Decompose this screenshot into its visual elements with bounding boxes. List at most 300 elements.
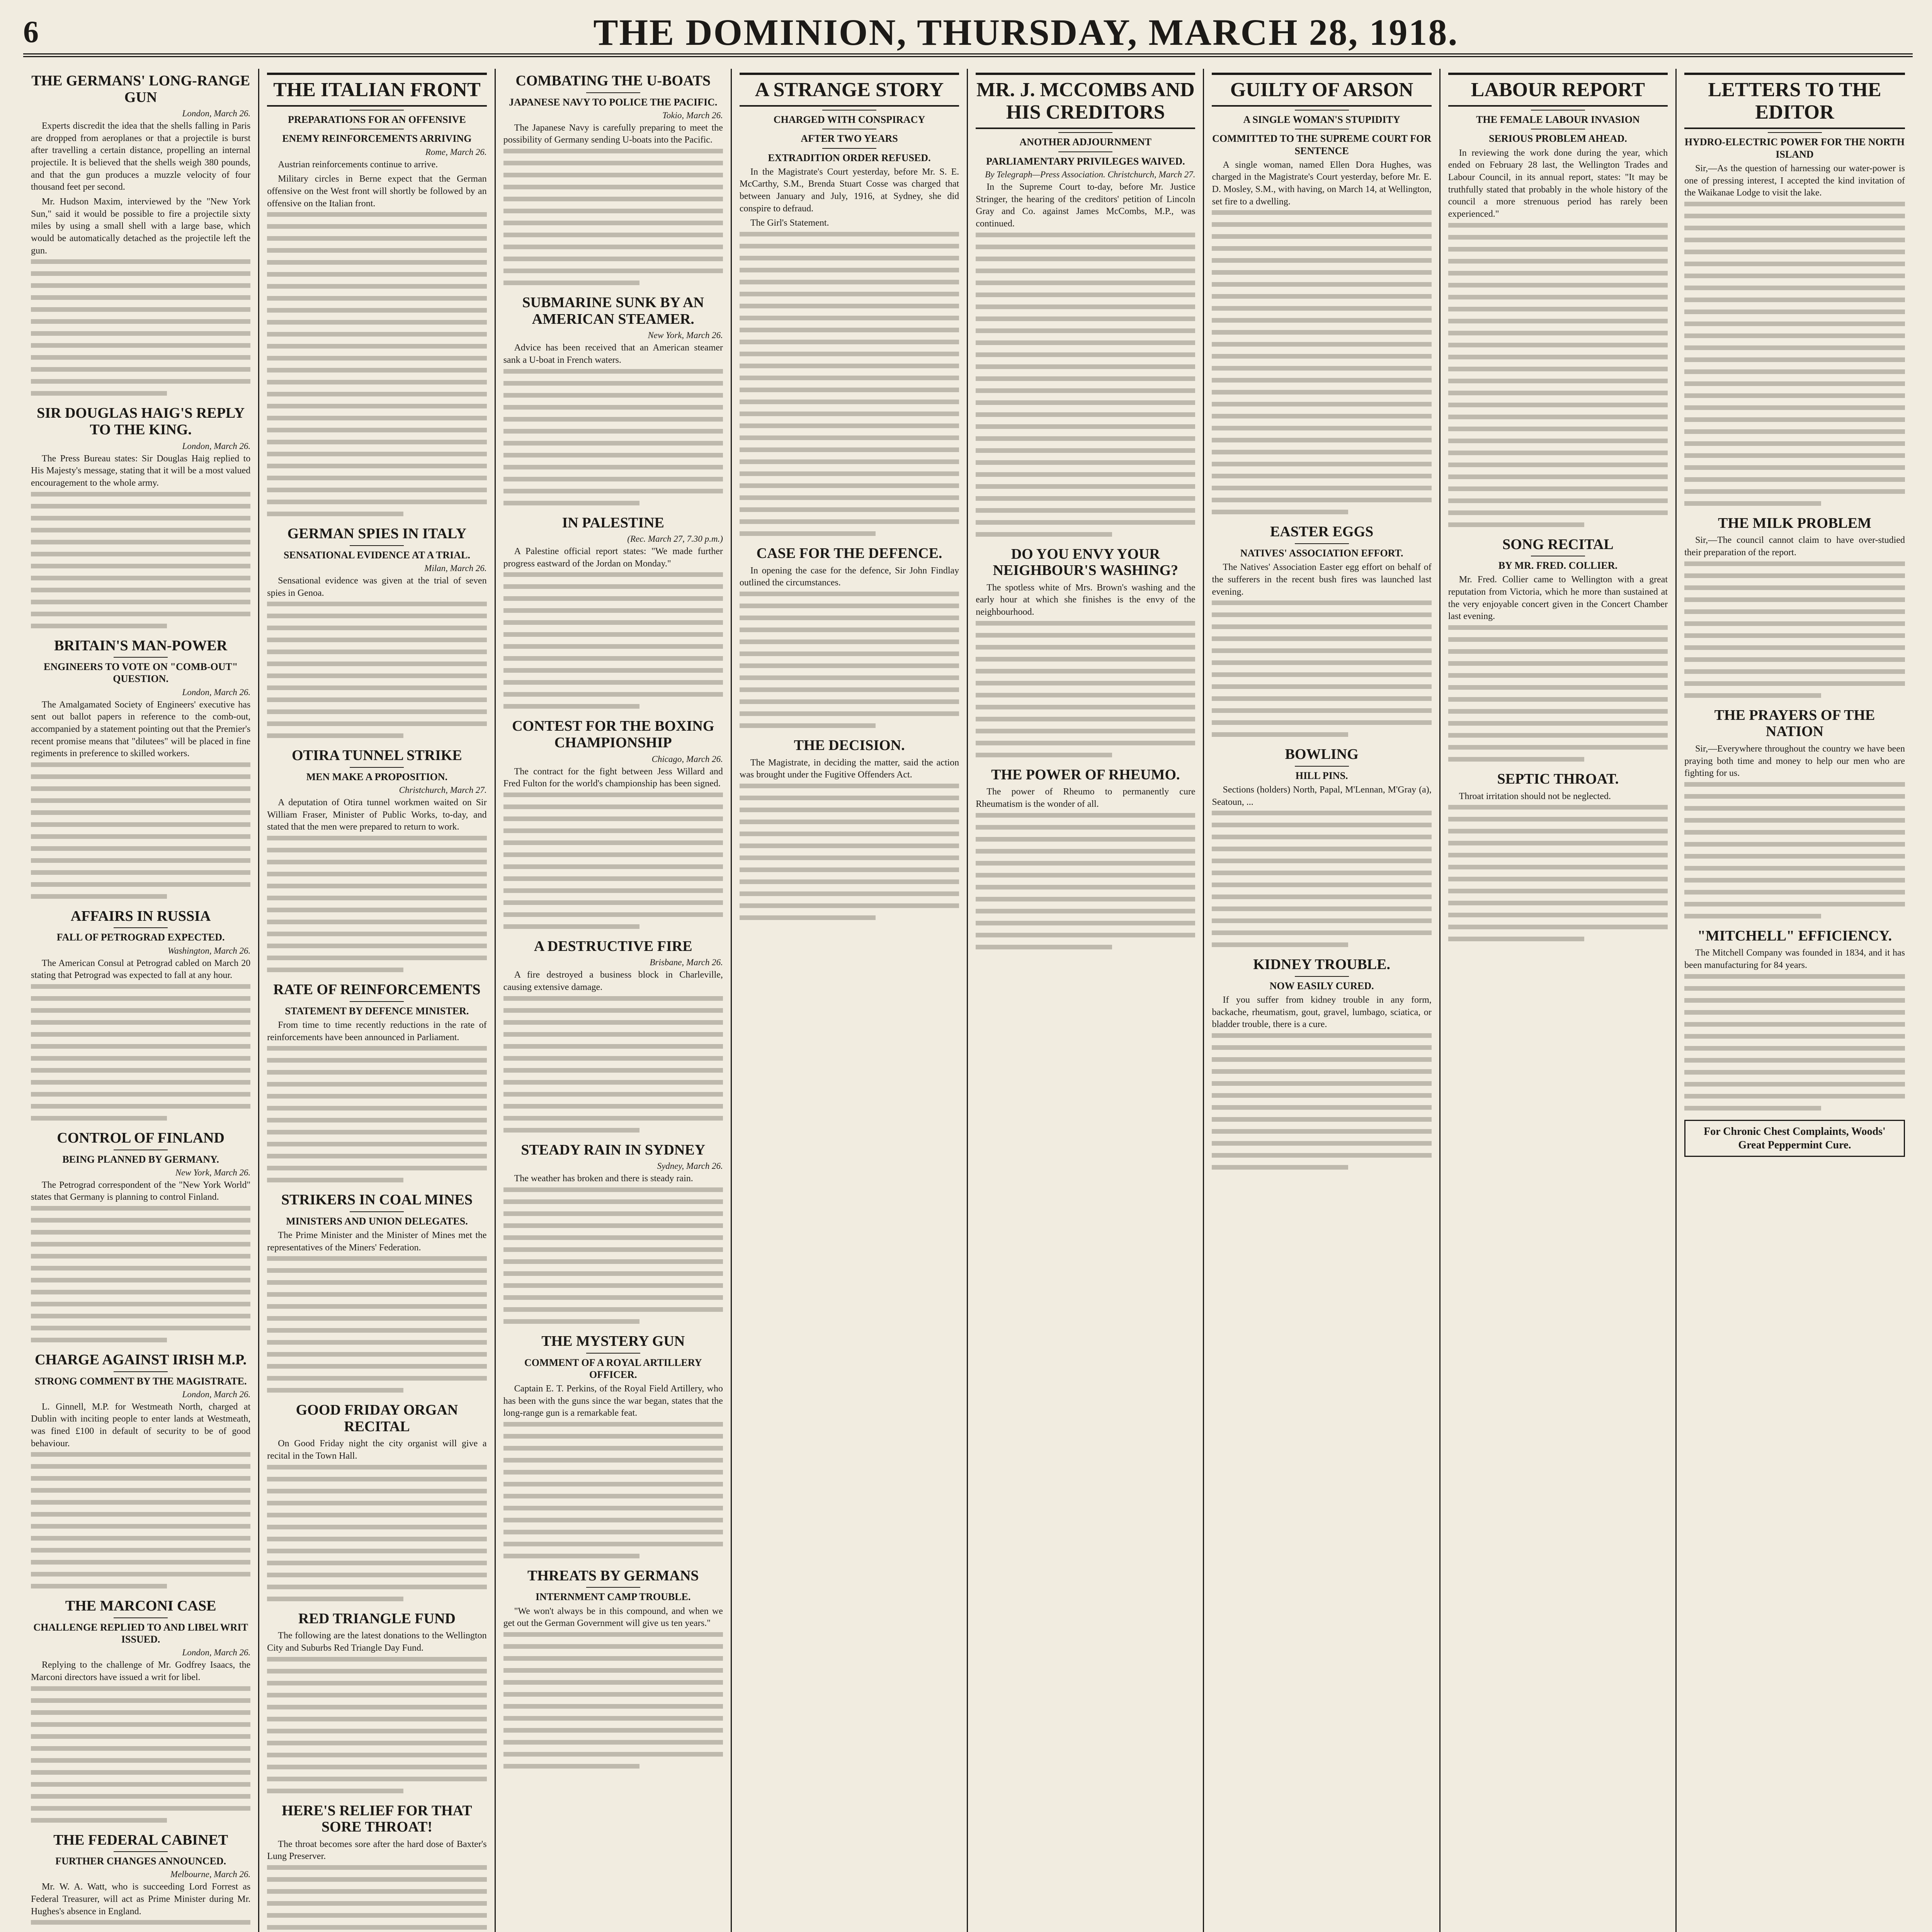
headline: CONTEST FOR THE BOXING CHAMPIONSHIP (512, 718, 714, 751)
text-line (503, 1008, 723, 1013)
body-text-block (503, 369, 723, 505)
text-line (740, 723, 876, 728)
text-line (267, 662, 486, 666)
text-line (267, 512, 403, 516)
body-paragraph: Mr. W. A. Watt, who is succeeding Lord Forrest as Federal Treasurer, will act as Prime Minister during Mr. Hughes's absence in England. (31, 1882, 251, 1917)
body-text-block (503, 1187, 723, 1324)
text-line (31, 516, 250, 520)
body-text-block (1212, 1033, 1431, 1170)
dateline: By Telegraph—Press Association. Christchurch, March 27. (985, 169, 1196, 179)
text-line (267, 320, 486, 325)
subheadline: PARLIAMENTARY PRIVILEGES WAIVED. (986, 155, 1185, 167)
text-line (1212, 696, 1431, 701)
text-line (267, 1681, 486, 1685)
divider (822, 148, 876, 149)
headline: THE DECISION. (794, 737, 905, 754)
text-line (31, 1044, 250, 1049)
subheadline: MEN MAKE A PROPOSITION. (306, 771, 448, 782)
article (740, 737, 959, 920)
text-line (976, 352, 1195, 357)
text-line (740, 304, 959, 308)
text-line (503, 1068, 723, 1073)
article (503, 1142, 723, 1324)
text-line (503, 1740, 723, 1745)
text-line (267, 932, 486, 936)
article (740, 73, 959, 536)
text-line (1212, 1081, 1431, 1086)
text-line (976, 340, 1195, 345)
text-line (267, 733, 403, 738)
text-line (740, 867, 959, 872)
text-line (267, 1537, 486, 1541)
text-line (976, 921, 1195, 925)
text-line (1212, 342, 1431, 347)
column-3 (496, 69, 732, 1932)
text-line (503, 429, 723, 434)
text-line (1684, 333, 1905, 338)
body-text-block (1212, 600, 1431, 737)
text-line (976, 753, 1112, 757)
text-line (267, 1865, 486, 1870)
headline: THREATS BY GERMANS (527, 1567, 699, 1584)
text-line (503, 996, 723, 1001)
article (31, 638, 250, 899)
text-line (267, 848, 486, 852)
text-line (740, 364, 959, 368)
text-line (267, 1561, 486, 1565)
article (503, 294, 723, 505)
text-line (1212, 859, 1431, 863)
text-line (31, 1698, 250, 1703)
text-line (503, 1056, 723, 1061)
text-line (740, 628, 959, 632)
text-line (1684, 1106, 1821, 1111)
text-line (503, 1518, 723, 1522)
text-line (1448, 271, 1668, 276)
text-line (267, 685, 486, 690)
text-line (267, 356, 486, 361)
text-line (976, 837, 1195, 842)
headline: THE ITALIAN FRONT (267, 73, 486, 107)
text-line (503, 281, 639, 285)
text-line (31, 355, 250, 360)
headline: RED TRIANGLE FUND (298, 1610, 456, 1627)
body-text-block (1212, 210, 1431, 514)
text-line (267, 464, 486, 468)
text-line (740, 699, 959, 704)
columns (23, 69, 1913, 1932)
text-line (1212, 1117, 1431, 1122)
text-line (503, 1728, 723, 1733)
text-line (31, 1302, 250, 1306)
text-line (976, 472, 1195, 477)
subheadline: SENSATIONAL EVIDENCE AT A TRIAL. (284, 549, 470, 561)
text-line (503, 632, 723, 637)
article (31, 908, 250, 1121)
body-paragraph: "We won't always be in this compound, and when we get out the German Government will give us ten years." (503, 1606, 723, 1629)
text-line (1684, 1058, 1905, 1063)
text-line (1448, 307, 1668, 311)
text-line (1212, 1105, 1431, 1110)
body-text-block (740, 592, 959, 728)
body-paragraph: Sensational evidence was given at the trial of seven spies in Genoa. (267, 576, 487, 598)
text-line (1448, 853, 1668, 857)
article (267, 1402, 486, 1601)
text-line (1448, 367, 1668, 371)
subheadline: ANOTHER ADJOURNMENT (1019, 136, 1152, 148)
text-line (1212, 426, 1431, 430)
divider (114, 927, 168, 928)
text-line (503, 269, 723, 273)
subheadline: JAPANESE NAVY TO POLICE THE PACIFIC. (509, 96, 718, 108)
text-line (31, 774, 250, 779)
column-1 (23, 69, 259, 1932)
text-line (267, 1340, 486, 1345)
text-line (267, 284, 486, 289)
text-line (267, 673, 486, 678)
text-line (1212, 684, 1431, 689)
text-line (31, 1770, 250, 1775)
text-line (976, 412, 1195, 417)
text-line (267, 721, 486, 726)
text-line (1212, 378, 1431, 383)
text-line (1448, 463, 1668, 467)
text-line (1212, 906, 1431, 911)
body-text-block (267, 1046, 486, 1182)
text-line (31, 1920, 250, 1925)
text-line (740, 483, 959, 488)
text-line (1212, 942, 1348, 947)
text-line (1448, 661, 1668, 666)
text-line (740, 376, 959, 380)
text-line (1212, 930, 1431, 935)
text-line (503, 381, 723, 386)
text-line (31, 1092, 250, 1097)
subheadline: NOW EASILY CURED. (1269, 980, 1374, 992)
headline: MR. J. MCCOMBS AND HIS CREDITORS (976, 73, 1195, 129)
subheadline: CHARGED WITH CONSPIRACY (773, 114, 925, 126)
body-paragraph: Sir,—As the question of harnessing our water-power is one of pressing interest, I accepted the kind invitation of the Waikanae Lodge to visit the lake. (1684, 163, 1905, 198)
text-line (267, 697, 486, 702)
text-line (31, 1584, 167, 1588)
text-line (503, 209, 723, 213)
text-line (267, 1154, 486, 1158)
text-line (1212, 474, 1431, 478)
text-line (267, 872, 486, 876)
text-line (267, 212, 486, 217)
text-line (1212, 294, 1431, 299)
text-line (976, 281, 1195, 285)
text-line (31, 307, 250, 312)
text-line (976, 885, 1195, 889)
text-line (740, 244, 959, 248)
text-line (31, 798, 250, 803)
masthead-title: THE DOMINION, THURSDAY, MARCH 28, 1918. (593, 11, 1459, 53)
subheadline: STRONG COMMENT BY THE MAGISTRATE. (34, 1375, 247, 1387)
text-line (1684, 489, 1905, 494)
text-line (1212, 732, 1348, 737)
body-text-block (976, 621, 1195, 757)
text-line (503, 1032, 723, 1037)
article (1684, 515, 1905, 698)
text-line (976, 693, 1195, 697)
text-line (1684, 441, 1905, 446)
text-line (1684, 393, 1905, 398)
subheadline: THE FEMALE LABOUR INVASION (1476, 114, 1640, 126)
text-line (1684, 681, 1905, 686)
text-line (1212, 354, 1431, 359)
text-line (267, 392, 486, 396)
dateline: London, March 26. (182, 1389, 251, 1399)
headline: GUILTY OF ARSON (1212, 73, 1431, 107)
text-line (31, 588, 250, 592)
text-line (1212, 1057, 1431, 1062)
text-line (1684, 974, 1905, 979)
article (976, 546, 1195, 757)
dateline: New York, March 26. (175, 1167, 251, 1177)
text-line (503, 1307, 723, 1312)
text-line (503, 1434, 723, 1439)
text-line (267, 1717, 486, 1721)
subheadline: INTERNMENT CAMP TROUBLE. (536, 1591, 691, 1603)
body-text-block (976, 233, 1195, 537)
subheadline: SERIOUS PROBLEM AHEAD. (1489, 133, 1627, 145)
text-line (1448, 733, 1668, 738)
text-line (503, 1044, 723, 1049)
text-line (267, 1364, 486, 1369)
text-line (267, 1070, 486, 1075)
body-text-block (1684, 202, 1905, 506)
text-line (267, 428, 486, 432)
text-line (503, 1199, 723, 1204)
text-line (1212, 648, 1431, 653)
text-line (1448, 415, 1668, 419)
headline: LABOUR REPORT (1448, 73, 1668, 107)
text-line (1684, 262, 1905, 266)
text-line (267, 1925, 486, 1930)
text-line (503, 1020, 723, 1025)
text-line (740, 891, 959, 896)
text-line (31, 271, 250, 276)
text-line (740, 507, 959, 512)
divider (1531, 110, 1585, 111)
text-line (31, 576, 250, 580)
text-line (1448, 865, 1668, 869)
text-line (503, 1319, 639, 1324)
text-line (31, 996, 250, 1001)
text-line (503, 596, 723, 601)
text-line (1212, 1153, 1431, 1158)
text-line (1448, 259, 1668, 264)
text-line (267, 1058, 486, 1063)
divider (1295, 766, 1349, 767)
text-line (31, 810, 250, 815)
text-line (1448, 522, 1584, 527)
text-line (1448, 685, 1668, 690)
text-line (31, 1032, 250, 1037)
text-line (267, 1477, 486, 1481)
text-line (31, 1104, 250, 1109)
text-line (1684, 465, 1905, 470)
text-line (267, 614, 486, 618)
text-line (31, 1020, 250, 1025)
text-line (31, 1254, 250, 1259)
text-line (267, 1280, 486, 1285)
text-line (1212, 708, 1431, 713)
text-line (976, 257, 1195, 261)
text-line (267, 1178, 403, 1182)
text-line (1684, 986, 1905, 991)
text-line (503, 1530, 723, 1534)
text-line (1684, 609, 1905, 614)
text-line (503, 1128, 639, 1133)
headline: THE GERMANS' LONG-RANGE GUN (31, 73, 250, 105)
text-line (976, 633, 1195, 638)
article (1684, 73, 1905, 506)
text-line (31, 1524, 250, 1529)
article (503, 938, 723, 1133)
subheadline: NATIVES' ASSOCIATION EFFORT. (1240, 548, 1403, 559)
text-line (976, 873, 1195, 878)
text-line (1448, 343, 1668, 347)
text-line (267, 1657, 486, 1662)
divider (114, 657, 168, 658)
divider (114, 1617, 168, 1618)
text-line (503, 233, 723, 237)
body-text-block (1448, 223, 1668, 527)
text-line (1684, 381, 1905, 386)
body-paragraph: A fire destroyed a business block in Charleville, causing extensive damage. (503, 970, 723, 993)
text-line (503, 680, 723, 685)
text-line (503, 692, 723, 697)
text-line (503, 149, 723, 153)
text-line (1448, 223, 1668, 228)
article (267, 526, 486, 738)
masthead (23, 11, 1913, 57)
text-line (1684, 310, 1905, 314)
text-line (267, 1465, 486, 1469)
divider (350, 110, 404, 111)
article (1684, 1120, 1905, 1157)
article (503, 1333, 723, 1558)
body-paragraph: Replying to the challenge of Mr. Godfrey Isaacs, the Marconi directors have issued a writ for libel. (31, 1660, 251, 1683)
text-line (503, 1554, 639, 1558)
text-line (976, 293, 1195, 297)
text-line (31, 295, 250, 300)
text-line (503, 584, 723, 589)
text-line (1684, 914, 1821, 918)
body-paragraph: Mr. Fred. Collier came to Wellington with a great reputation from Victoria, which he more than sustained at the very enjoyable concert given in the Concert Chamber last evening. (1448, 575, 1668, 622)
text-line (1212, 823, 1431, 827)
text-line (267, 956, 486, 960)
subheadline: EXTRADITION ORDER REFUSED. (768, 152, 931, 163)
body-paragraph: The Press Bureau states: Sir Douglas Haig replied to His Majesty's message, stating that it will be a most valued encouragement to the whole army. (31, 453, 251, 488)
text-line (740, 423, 959, 428)
text-line (740, 651, 959, 656)
text-line (1212, 1129, 1431, 1134)
body-paragraph: The power of Rheumo to permanently cure Rheumatism is the wonder of all. (976, 787, 1196, 809)
text-line (267, 1789, 403, 1793)
text-line (31, 1464, 250, 1469)
text-line (1212, 660, 1431, 665)
text-line (1212, 306, 1431, 311)
text-line (267, 1082, 486, 1087)
text-line (31, 528, 250, 532)
text-line (1212, 1141, 1431, 1146)
headline: LETTERS TO THE EDITOR (1684, 73, 1905, 129)
text-line (740, 903, 959, 908)
subheadline: PREPARATIONS FOR AN OFFENSIVE (288, 114, 466, 126)
text-line (503, 489, 723, 493)
body-paragraph: Sections (holders) North, Papal, M'Lennan, M'Gray (a), Seatoun, ... (1212, 784, 1432, 807)
headline: A STRANGE STORY (740, 73, 959, 107)
divider (586, 1587, 640, 1588)
text-line (267, 476, 486, 480)
headline: A DESTRUCTIVE FIRE (534, 938, 692, 954)
body-paragraph: Sir,—Everywhere throughout the country we have been praying both time and money to help our men who are fighting for us. (1684, 743, 1905, 779)
text-line (503, 441, 723, 446)
text-line (1212, 895, 1431, 899)
body-paragraph: The Mitchell Company was founded in 1834, and it has been manufacturing for 84 years. (1684, 948, 1905, 971)
text-line (1684, 405, 1905, 410)
body-text-block (31, 1920, 250, 1932)
text-line (1448, 391, 1668, 395)
text-line (503, 912, 723, 917)
text-line (503, 1692, 723, 1697)
text-line (503, 644, 723, 649)
text-line (503, 1080, 723, 1085)
headline: CHARGE AGAINST IRISH M.P. (35, 1352, 247, 1368)
headline: OTIRA TUNNEL STRIKE (292, 747, 462, 764)
text-line (1684, 321, 1905, 326)
text-line (976, 520, 1195, 525)
text-line (740, 352, 959, 356)
text-line (503, 828, 723, 833)
text-line (267, 1489, 486, 1493)
dateline: Melbourne, March 26. (170, 1869, 251, 1879)
text-line (31, 391, 167, 396)
body-paragraph: L. Ginnell, M.P. for Westmeath North, charged at Dublin with inciting people to enter lands at Westmeath, was fined £100 in default of security to be of good behaviour. (31, 1401, 251, 1449)
text-line (976, 233, 1195, 237)
text-line (503, 1716, 723, 1721)
text-line (1448, 817, 1668, 821)
headline: "MITCHELL" EFFICIENCY. (1697, 927, 1892, 944)
body-paragraph: Military circles in Berne expect that the German offensive on the West front will shortly be followed by an offensive on the Italian front. (267, 174, 487, 209)
text-line (1448, 427, 1668, 431)
text-line (31, 283, 250, 288)
text-line (267, 1388, 403, 1393)
article (1212, 73, 1431, 514)
text-line (503, 1247, 723, 1252)
text-line (1212, 402, 1431, 406)
text-line (740, 268, 959, 272)
text-line (1684, 357, 1905, 362)
text-line (31, 1806, 250, 1811)
headline: THE POWER OF RHEUMO. (991, 766, 1180, 783)
page-number: 6 (23, 15, 39, 49)
divider (1295, 543, 1349, 544)
text-line (740, 328, 959, 332)
text-line (740, 844, 959, 848)
body-text-block (1684, 974, 1905, 1111)
text-line (503, 221, 723, 225)
text-line (1212, 330, 1431, 335)
text-line (503, 1259, 723, 1264)
text-line (740, 256, 959, 260)
text-line (31, 762, 250, 767)
article (1212, 524, 1431, 737)
text-line (503, 804, 723, 809)
